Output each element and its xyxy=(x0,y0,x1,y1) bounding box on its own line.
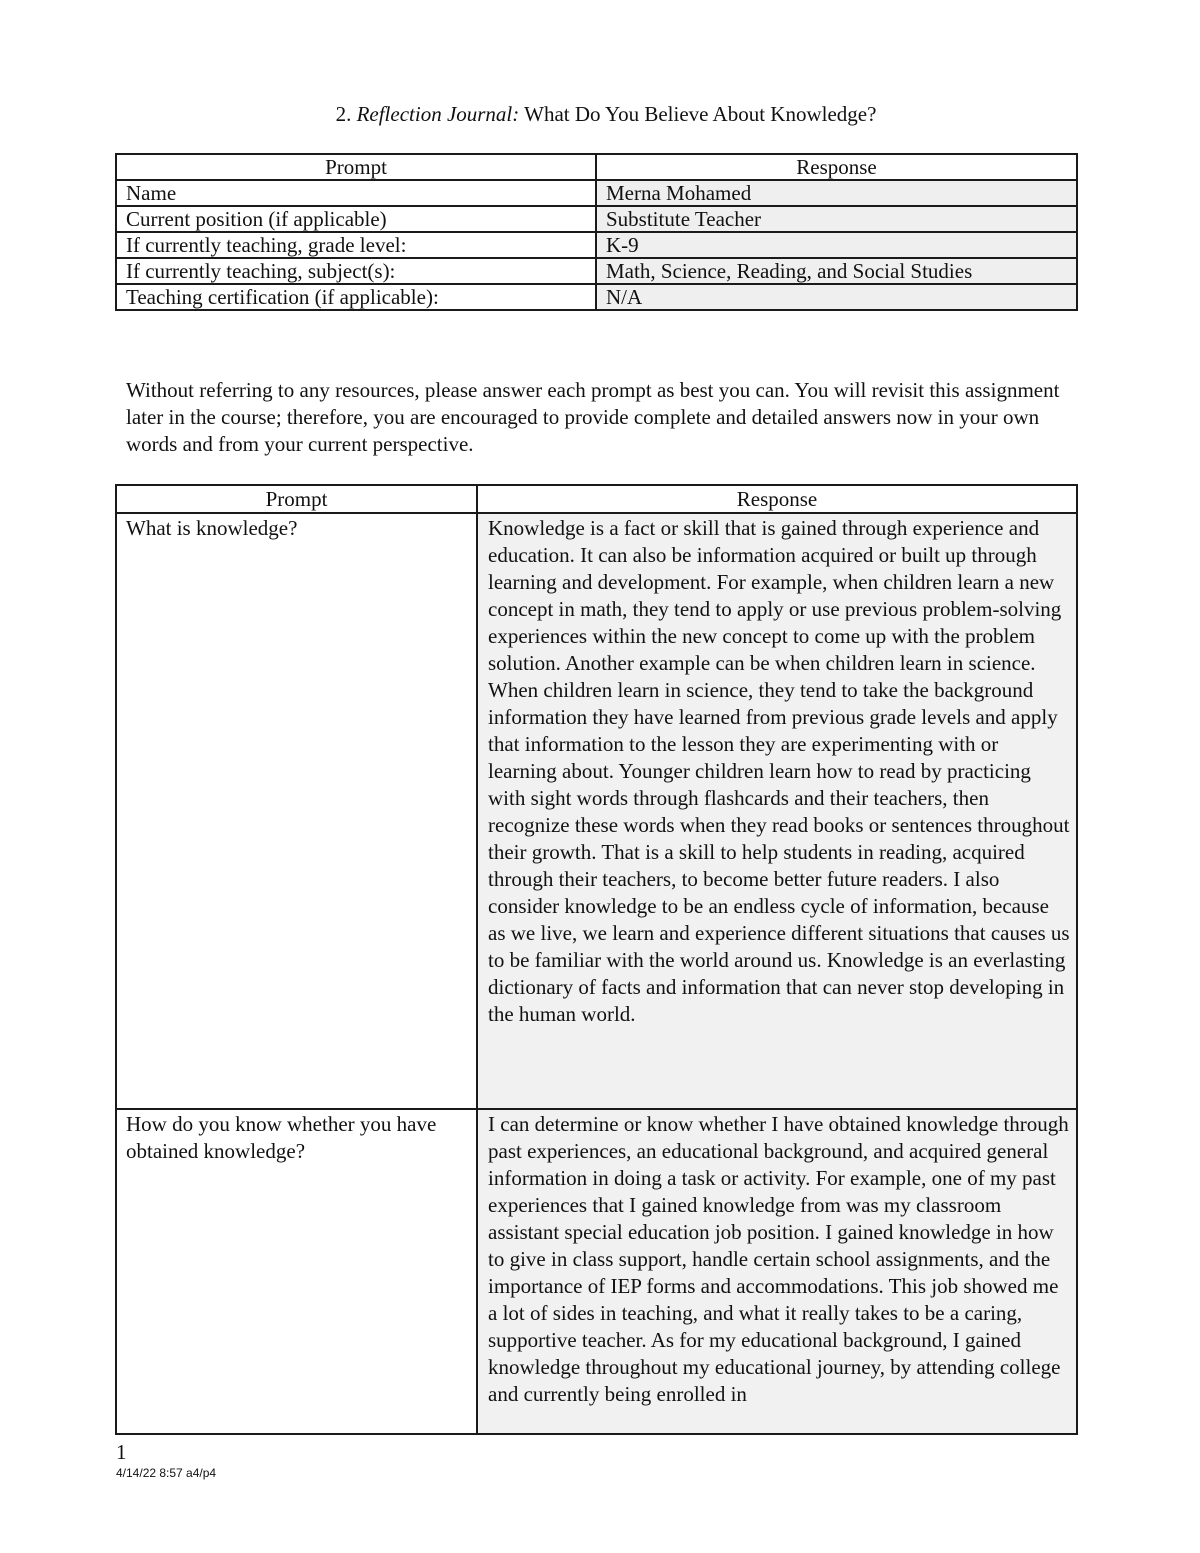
prompt-how-do-you-know: How do you know whether you have obtained knowledge? xyxy=(116,1109,477,1434)
info-response-certification[interactable]: N/A xyxy=(596,284,1077,310)
print-stamp: 4/14/22 8:57 a4/p4 xyxy=(116,1466,217,1480)
info-response-position[interactable]: Substitute Teacher xyxy=(596,206,1077,232)
info-header-response: Response xyxy=(596,154,1077,180)
info-prompt-subjects: If currently teaching, subject(s): xyxy=(116,258,596,284)
response-how-do-you-know[interactable]: I can determine or know whether I have obtained knowledge through past experiences, an educational background, and acquired general information in doing a task or activity. For example, one of my past experiences that I gained knowledge from was my classroom assistant special education job position. I gained knowledge in how to give in class support, handle certain school assignments, and the importance of IEP forms and accommodations. This job showed me a lot of sides in teaching, and what it really takes to be a caring, supportive teacher. As for my educational background, I gained knowledge throughout my educational journey, by attending college and currently being enrolled in xyxy=(477,1109,1077,1434)
prompt-what-is-knowledge: What is knowledge? xyxy=(116,513,477,1109)
info-response-grade[interactable]: K-9 xyxy=(596,232,1077,258)
info-prompt-name: Name xyxy=(116,180,596,206)
info-table-header xyxy=(116,154,1077,180)
table-row xyxy=(116,258,1077,284)
table-row xyxy=(116,180,1077,206)
table-row xyxy=(116,232,1077,258)
table-row xyxy=(116,284,1077,310)
title-rest: What Do You Believe About Knowledge? xyxy=(524,102,877,126)
reflection-table xyxy=(115,484,1078,1435)
reflection-header-prompt: Prompt xyxy=(116,485,477,513)
table-row xyxy=(116,1109,1077,1434)
reflection-header-response: Response xyxy=(477,485,1077,513)
title-number: 2. xyxy=(335,102,352,126)
info-header-prompt: Prompt xyxy=(116,154,596,180)
info-prompt-position: Current position (if applicable) xyxy=(116,206,596,232)
info-response-name[interactable]: Merna Mohamed xyxy=(596,180,1077,206)
response-what-is-knowledge[interactable]: Knowledge is a fact or skill that is gained through experience and education. It can also be information acquired or built up through learning and development. For example, when children learn a new concept in math, they tend to apply or use previous problem-solving experiences within the new concept to come up with the problem solution. Another example can be when children learn in science. When children learn in science, they tend to take the background information they have learned from previous grade levels and apply that information to the lesson they are experimenting with or learning about. Younger children learn how to read by practicing with sight words through flashcards and their teachers, then recognize these words when they read books or sentences throughout their growth. That is a skill to help students in reading, acquired through their teachers, to become better future readers. I also consider knowledge to be an endless cycle of information, because as we live, we learn and experience different situations that causes us to be familiar with the world around us. Knowledge is an everlasting dictionary of facts and information that can never stop developing in the human world. xyxy=(477,513,1077,1109)
page-number: 1 xyxy=(116,1440,127,1464)
info-prompt-certification: Teaching certification (if applicable): xyxy=(116,284,596,310)
page-title xyxy=(0,100,1200,128)
info-response-subjects[interactable]: Math, Science, Reading, and Social Studies xyxy=(596,258,1077,284)
reflection-table-header xyxy=(116,485,1077,513)
title-italic: Reflection Journal: xyxy=(356,102,520,126)
instructions-paragraph: Without referring to any resources, please answer each prompt as best you can. You will revisit this assignment later in the course; therefore, you are encouraged to provide complete and detailed answers now in your own words and from your current perspective. xyxy=(126,378,1060,456)
table-row xyxy=(116,513,1077,1109)
info-table xyxy=(115,153,1078,311)
table-row xyxy=(116,206,1077,232)
info-prompt-grade: If currently teaching, grade level: xyxy=(116,232,596,258)
